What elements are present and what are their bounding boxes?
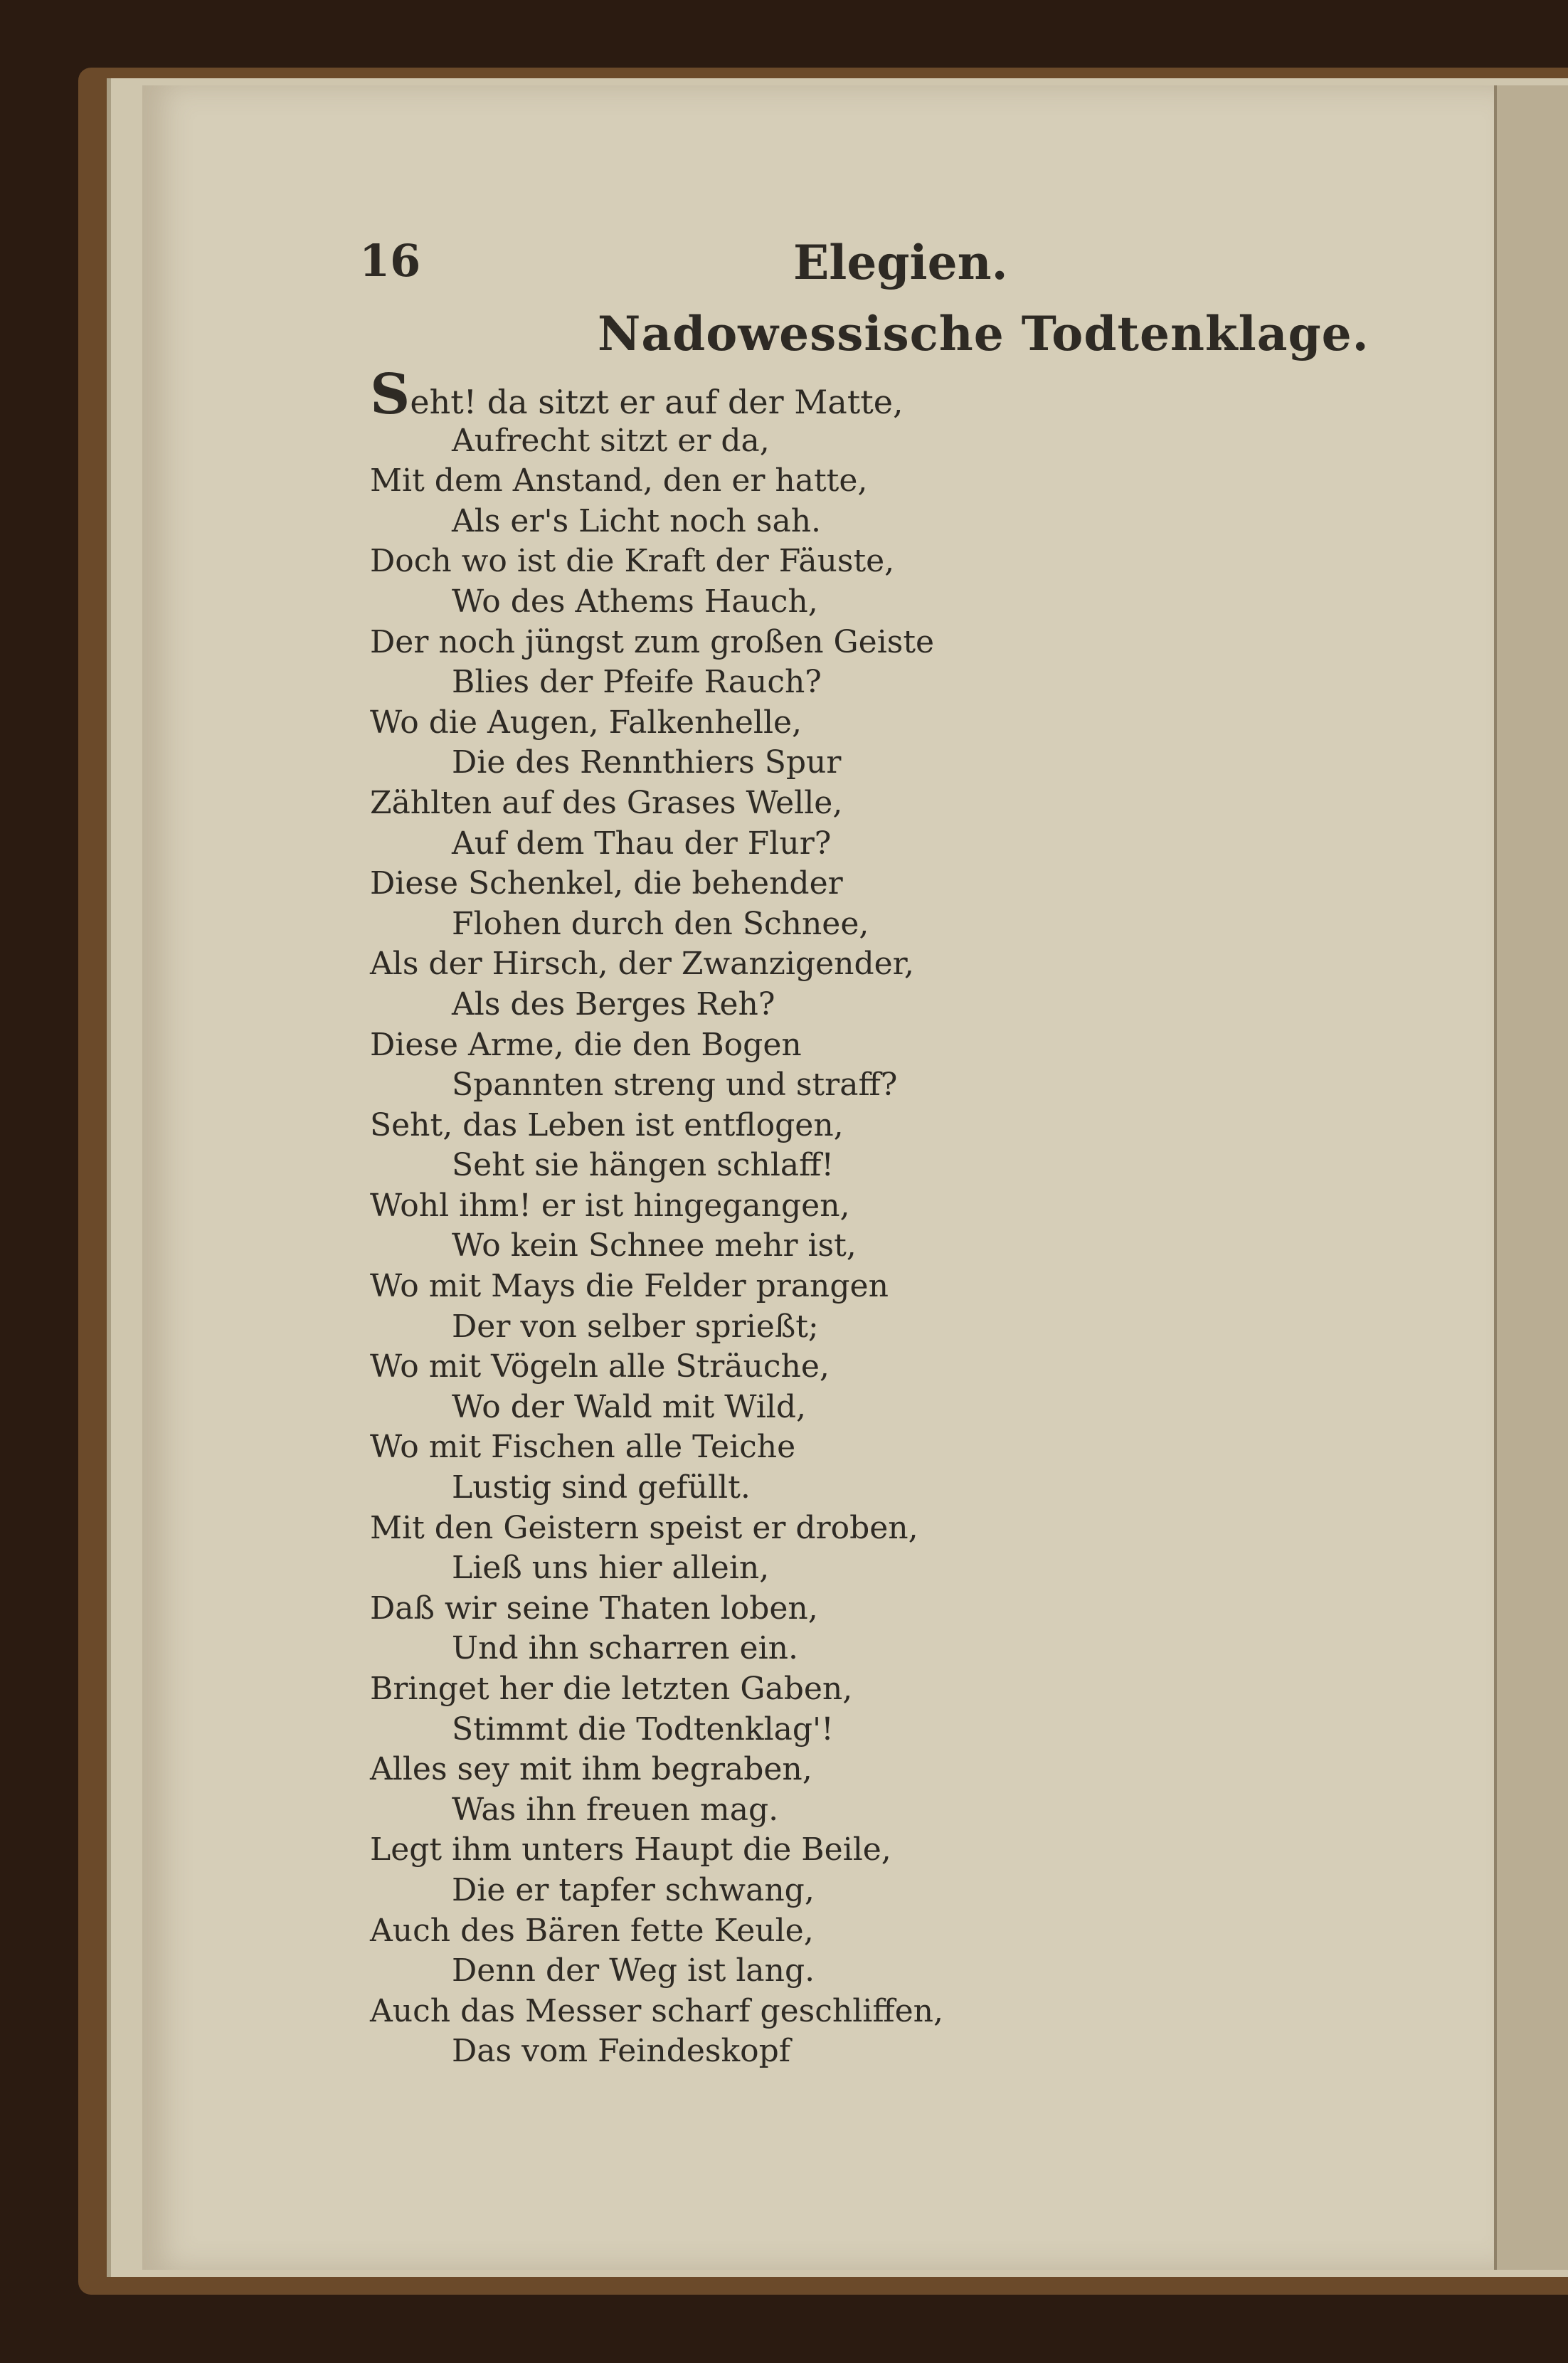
poem-line: Seht sie hängen schlaff! bbox=[452, 1147, 835, 1184]
poem-line: Mit den Geistern speist er droben, bbox=[370, 1509, 918, 1546]
drop-cap: S bbox=[370, 362, 410, 427]
poem-line: Denn der Weg ist lang. bbox=[452, 1952, 815, 1989]
poem-line: Wo mit Mays die Felder prangen bbox=[370, 1268, 889, 1305]
poem-line: Das vom Feindeskopf bbox=[452, 2033, 791, 2070]
poem-body bbox=[370, 362, 1437, 2072]
poem-line: Alles sey mit ihm begraben, bbox=[370, 1751, 812, 1788]
facing-page-edge bbox=[1494, 85, 1568, 2270]
poem-line: Was ihn freuen mag. bbox=[452, 1791, 779, 1828]
poem-line: Flohen durch den Schnee, bbox=[452, 905, 869, 942]
poem-line: Die er tapfer schwang, bbox=[452, 1871, 815, 1908]
poem-line: Lustig sind gefüllt. bbox=[452, 1469, 751, 1506]
poem-line: Auch das Messer scharf geschliffen, bbox=[370, 1992, 943, 2029]
poem-line: Blies der Pfeife Rauch? bbox=[452, 664, 822, 701]
poem-line: Seht, das Leben ist entflogen, bbox=[370, 1106, 844, 1143]
poem-line: Die des Rennthiers Spur bbox=[452, 744, 842, 781]
poem-line: Wo der Wald mit Wild, bbox=[452, 1388, 807, 1425]
poem-line bbox=[370, 362, 1437, 427]
poem-line: Zählten auf des Grases Welle, bbox=[370, 784, 843, 821]
poem-line: Wo kein Schnee mehr ist, bbox=[452, 1227, 857, 1264]
poem-line: Als des Berges Reh? bbox=[452, 985, 775, 1022]
poem-line: Spannten streng und straff? bbox=[452, 1067, 898, 1104]
poem-line: Diese Arme, die den Bogen bbox=[370, 1026, 802, 1063]
poem-line: Der von selber sprießt; bbox=[452, 1308, 819, 1345]
poem-line: Doch wo ist die Kraft der Fäuste, bbox=[370, 543, 895, 580]
poem-line: Wo des Athems Hauch, bbox=[452, 583, 818, 620]
poem-line: Ließ uns hier allein, bbox=[452, 1550, 770, 1587]
poem-line: Als der Hirsch, der Zwanzigender, bbox=[370, 946, 914, 983]
poem-line: Der noch jüngst zum großen Geiste bbox=[370, 623, 935, 660]
poem-line: Bringet her die letzten Gaben, bbox=[370, 1671, 853, 1707]
poem-line: Wo mit Fischen alle Teiche bbox=[370, 1429, 796, 1466]
poem-line: Auf dem Thau der Flur? bbox=[452, 825, 832, 862]
poem-line: Auch des Bären fette Keule, bbox=[370, 1912, 814, 1949]
page-number: 16 bbox=[359, 235, 421, 287]
poem-line: Legt ihm unters Haupt die Beile, bbox=[370, 1831, 891, 1868]
poem-line: Aufrecht sitzt er da, bbox=[452, 422, 770, 459]
poem-line: Daß wir seine Thaten loben, bbox=[370, 1590, 818, 1627]
poem-line-text: eht! da sitzt er auf der Matte, bbox=[410, 383, 904, 421]
poem-line: Und ihn scharren ein. bbox=[452, 1630, 798, 1667]
poem-line: Wo die Augen, Falkenhelle, bbox=[370, 704, 802, 741]
poem-line: Wohl ihm! er ist hingegangen, bbox=[370, 1187, 850, 1224]
poem-line: Stimmt die Todtenklag'! bbox=[452, 1711, 834, 1748]
poem-line: Mit dem Anstand, den er hatte, bbox=[370, 462, 868, 499]
poem-line: Diese Schenkel, die behender bbox=[370, 865, 843, 902]
poem-line: Wo mit Vögeln alle Sträuche, bbox=[370, 1348, 830, 1385]
poem-line: Als er's Licht noch sah. bbox=[452, 502, 822, 539]
poem-title: Nadowessische Todtenklage. bbox=[598, 306, 1370, 361]
running-head: Elegien. bbox=[793, 235, 1008, 290]
